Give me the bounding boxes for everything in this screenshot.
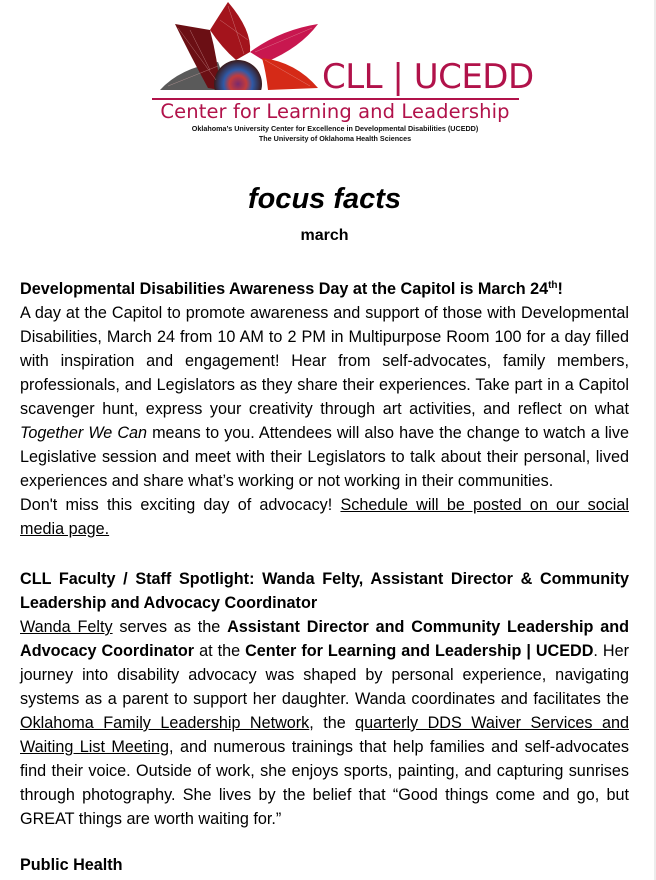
petal-logo-icon	[140, 0, 340, 100]
role-title: Assistant Director and Community Leadership and Advocacy Coordinator	[20, 618, 629, 660]
body-text: A day at the Capitol to promote awareness and support of those with Developmental Disabilities, March 24 from 10 AM to 2 PM in Multipurpose Room 100 for a day filled with inspiration and engagement! Hear from self-advocates, family members, professionals, and Legislators as they share their experiences. Take part in a Capitol scavenger hunt, express your creativity through art activities, and reflect on what	[20, 304, 629, 418]
body-text: at the	[194, 642, 246, 660]
newsletter-title: focus facts	[247, 183, 402, 215]
dds-waiver-meeting-link[interactable]: quarterly DDS Waiver Services and Waiting List Meeting	[20, 714, 629, 756]
newsletter-month: march	[300, 227, 349, 244]
body-text: , and numerous trainings that help families and self-advocates find their voice. Outside of work, she enjoys sports, painting, and capturing sunrises through photography. She lives by the belief that “Good things come and go, but GREAT things are worth waiting for.”	[20, 738, 629, 828]
public-health-heading: Public Health	[20, 856, 123, 874]
logo-subtitle-ucedd: Oklahoma’s University Center for Excellence in Developmental Disabilities (UCEDD)	[191, 124, 479, 133]
spotlight-heading: CLL Faculty / Staff Spotlight: Wanda Felty, Assistant Director & Community Leadership and Advocacy Coordinator	[20, 570, 629, 612]
logo-acronym: CLL | UCEDD	[322, 57, 534, 97]
org-name: Center for Learning and Leadership | UCEDD	[245, 642, 594, 660]
capitol-day-cta	[20, 493, 629, 541]
heading-text: Developmental Disabilities Awareness Day at the Capitol is March 24	[20, 280, 549, 298]
social-media-schedule-link[interactable]: Schedule will be posted on our social media page.	[20, 496, 630, 538]
body-italic-phrase: Together We Can	[20, 424, 148, 442]
public-health-section	[20, 853, 629, 877]
heading-superscript: th	[548, 280, 558, 291]
spotlight-body	[20, 615, 629, 831]
capitol-day-section	[20, 277, 629, 541]
body-text: means to you. Attendees will also have the change to watch a live Legislative session and meet with their Legislators to talk about their personal, lived experiences and share what’s working or not working in their communities.	[20, 424, 630, 490]
family-leadership-network-link[interactable]: Oklahoma Family Leadership Network	[20, 714, 310, 732]
body-text: , the	[309, 714, 356, 732]
cta-text: Don't miss this exciting day of advocacy!	[20, 496, 341, 514]
logo-org-name: Center for Learning and Leadership	[160, 100, 510, 123]
body-text: . Her journey into disability advocacy was shaped by personal experience, navigating systems as a parent to support her daughter. Wanda coordinates and facilitates the	[20, 642, 629, 708]
capitol-day-heading	[20, 277, 629, 301]
heading-exclamation: !	[557, 280, 563, 298]
spotlight-section	[20, 567, 629, 831]
body-text: serves as the	[112, 618, 228, 636]
logo-subtitle-university: The University of Oklahoma Health Sciences	[258, 134, 412, 143]
wanda-felty-link[interactable]: Wanda Felty	[20, 618, 113, 636]
capitol-day-body	[20, 301, 629, 493]
cll-ucedd-logo	[140, 0, 534, 150]
